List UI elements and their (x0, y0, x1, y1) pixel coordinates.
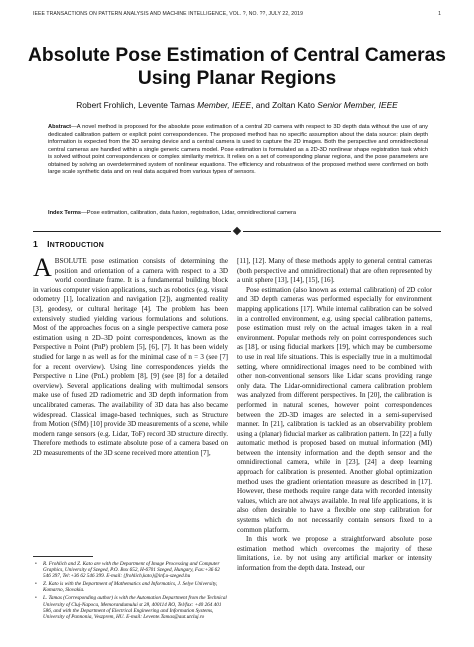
footnote-text: Z. Kato is with the Department of Mathematics and Informatics, J. Selye University, Komarno, Slovakia. (43, 581, 218, 594)
intro-left-column (33, 253, 228, 458)
page-number: 1 (438, 11, 441, 17)
divider-line-left (33, 231, 231, 232)
footnote-item (33, 581, 228, 593)
running-head (33, 11, 441, 19)
intro-right-column (237, 257, 432, 574)
footnote-bullet-icon: • (35, 581, 37, 588)
intro-paragraph-2: [11], [12]. Many of these methods apply to general central cameras (both perspective and omnidirectional) that are often represented by a unit sphere [13], [14], [15], [16]. (237, 257, 432, 285)
footnote-text: L. Tamas (Corresponding author) is with the Automation Department from the Technical University of Cluj-Napoca, Memorandumului st 28, 400114 RO, Tel/fax: +40 264 401 586, and with the Department of Electrical Engineering and Information Systems, University of Pannonia, Veszprem, HU. E-mail: Levente.Tamas@aut.utcluj.ro (43, 595, 227, 620)
footnote-text: R. Frohlich and Z. Kato are with the Department of Image Processing and Computer Graphics, University of Szeged, P.O. Box 652, H-6701 Szeged, Hungary, Fax:+36 62 546 397, Tel:+36 62 546 399. E-mail: {frohlich,kato}@inf.u-szeged.hu (43, 561, 220, 580)
section-title-first: I (47, 239, 50, 249)
footnote-bullet-icon: • (35, 561, 37, 567)
author-list (20, 100, 454, 110)
intro-paragraph-3: Pose estimation (also known as external calibration) of 2D color and 3D depth cameras was performed especially for environment mapping applications [17]. While internal calibration can be solved in a controlled environment, e.g. using special calibration patterns, pose estimation must rely on the actual images taken in a real environment. Popular methods rely on point correspondences such as [18], or using fiducial markers [19], which may be cumbersome to use in real life situations. This is especially true in a multimodal setting, where omnidirectional images need to be combined with other non-conventional sensors like Lidar scans providing range only data. The Lidar-omnidirectional camera calibration problem was analyzed from different perspectives. In [20], the calibration is performed in natural scenes, however point correspondences between the 2D-3D images are selected in a semi-supervised manner. In [21], calibration is tackled as an observability problem using a (planar) fiducial marker as calibration pattern. In [22] a fully automatic method is proposed based on mutual information (MI) between the intensity information and the depth sensor and the omnidirectional camera, while in [23], [24] a deep learning approach for calibration is presented. Another global optimization method uses the gradient orientation measure as described in [17]. However, these methods require range data with recorded intensity values, which are not always available. In real life applications, it is also often desirable to have a flexible one step calibration for systems which do not necessarily contain sensors fixed to a common platform. (237, 285, 432, 534)
divider-line-right (243, 231, 441, 232)
author-names-1: Robert Frohlich, Levente Tamas (76, 100, 198, 110)
divider-diamond-icon (233, 227, 241, 235)
footnotes (33, 561, 228, 622)
abstract-label: Abstract (48, 124, 72, 130)
drop-cap: A (33, 253, 52, 282)
footnote-rule (33, 556, 93, 557)
footnote-bullet-icon: • (35, 595, 37, 602)
paper-title: Absolute Pose Estimation of Central Cameras Using Planar Regions (28, 45, 446, 89)
author-affiliation-1: Member, IEEE (197, 100, 252, 110)
abstract-text: —A novel method is proposed for the absolute pose estimation of a central 2D camera with respect to 3D depth data without the use of any dedicated calibration pattern or explicit point correspondences. The proposed method has no specific assumption about the data source: plain depth information is expected from the 3D sensing device and a central camera is used to capture the 2D images. Both the perspective and omnidirectional central cameras are handled within a single generic camera model. Pose estimation is formulated as a 2D-3D nonlinear shape registration task which is solved without point correspondences or complex similarity metrics. It relies on a set of corresponding planar regions, and the pose parameters are obtained by solving an overdetermined system of nonlinear equations. The efficiency and robustness of the proposed method were confirmed on both large scale synthetic data and on real data acquired from various types of sensors. (48, 124, 428, 175)
index-terms-text: —Pose estimation, calibration, data fusion, registration, Lidar, omnidirectional camera (81, 210, 297, 216)
section-divider (33, 227, 441, 235)
intro-paragraph-1: BSOLUTE pose estimation consists of determining the position and orientation of a camera with respect to a 3D world coordinate frame. It is a fundamental building block in various computer vision applications, such as robotics (e.g. visual odometry [1], localization and navigation [2]), augmented reality [3], geodesy, or cultural heritage [4]. The problem has been extensively studied yielding various formulations and solutions. Most of the approaches focus on a single perspective camera pose estimation using n 2D–3D point correspondences, known as the Perspective n Point (PnP) problem [5], [6], [7]. It has been widely studied for large n as well as for the minimal case of n = 3 (see [7] for a recent overview). Using line correspondences yields the Perspective n Line (PnL) problem [8], [9] (see [8] for a detailed overview). Several applications dealing with multimodal sensors make use of fused 2D radiometric and 3D depth information from uncalibrated cameras. The availability of 3D data has also became widespread. Classical image-based techniques, such as Structure from Motion (SfM) [10] provide 3D measurements of a scene, while modern range sensors (e.g. Lidar, ToF) record 3D structure directly. Therefore methods to estimate absolute pose of a camera based on 2D measurements of the 3D scene received more attention [7], (33, 257, 228, 457)
journal-header-text: IEEE TRANSACTIONS ON PATTERN ANALYSIS AND MACHINE INTELLIGENCE, VOL. ?, NO. ??, JULY 22, 2019 (33, 11, 304, 17)
index-terms-label: Index Terms (48, 210, 82, 216)
footnote-item (33, 561, 228, 579)
section-number: 1 (33, 239, 39, 249)
author-affiliation-2: Senior Member, IEEE (317, 100, 398, 110)
author-names-2: , and Zoltan Kato (251, 100, 318, 110)
index-terms (48, 210, 428, 218)
section-title-rest: NTRODUCTION (49, 242, 105, 249)
footnote-item (33, 595, 228, 619)
abstract (48, 124, 428, 177)
intro-paragraph-4: In this work we propose a straightforward absolute pose estimation method which overcomes the majority of these limitations, i.e. by not using any artificial marker or intensity information from the depth data. Instead, our (237, 535, 432, 572)
section-heading (33, 239, 104, 249)
